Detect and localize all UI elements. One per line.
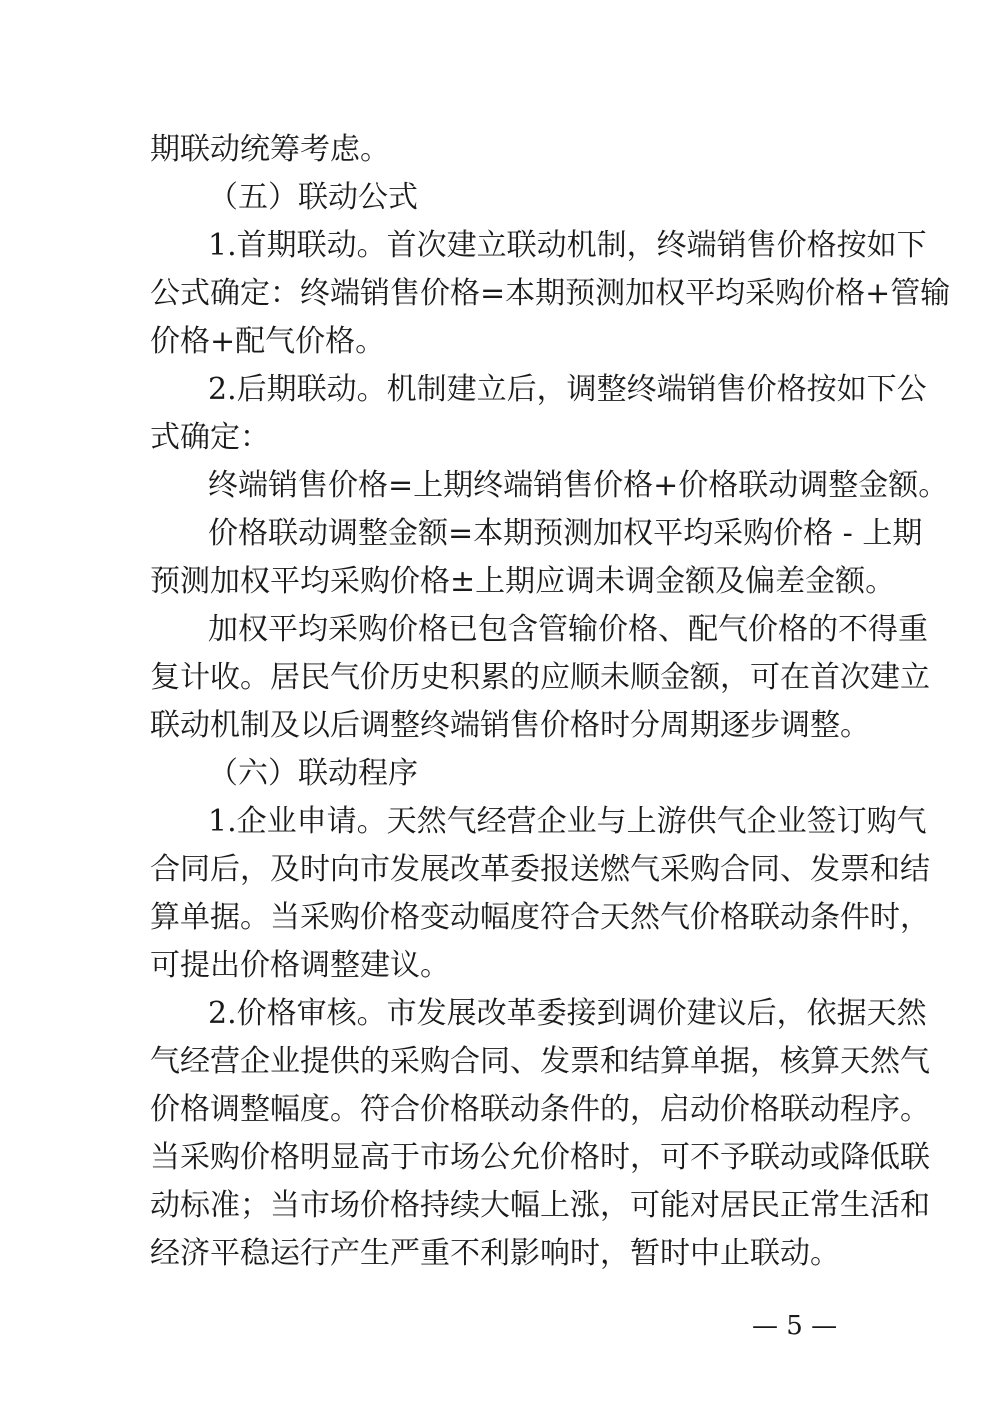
section-heading: （五）联动公式 [208, 180, 418, 215]
page-number: — 5 — [752, 1311, 838, 1341]
text-line: 合同后，及时向市发展改革委报送燃气采购合同、发票和结 [150, 852, 930, 887]
text-line: 2.后期联动。机制建立后，调整终端销售价格按如下公 [208, 372, 927, 407]
text-line: 当采购价格明显高于市场公允价格时，可不予联动或降低联 [150, 1140, 930, 1175]
text-line: 1.企业申请。天然气经营企业与上游供气企业签订购气 [208, 804, 927, 839]
text-line: 1.首期联动。首次建立联动机制，终端销售价格按如下 [208, 228, 927, 263]
text-line: 联动机制及以后调整终端销售价格时分周期逐步调整。 [150, 708, 870, 743]
text-line: 复计收。居民气价历史积累的应顺未顺金额，可在首次建立 [150, 660, 930, 695]
text-line: 算单据。当采购价格变动幅度符合天然气价格联动条件时， [150, 900, 930, 935]
text-line: 气经营企业提供的采购合同、发票和结算单据，核算天然气 [150, 1044, 930, 1079]
text-line: 价格调整幅度。符合价格联动条件的，启动价格联动程序。 [150, 1092, 930, 1127]
section-heading: （六）联动程序 [208, 756, 418, 791]
text-line: 价格+配气价格。 [150, 324, 386, 359]
formula-line: 预测加权平均采购价格±上期应调未调金额及偏差金额。 [150, 564, 896, 599]
text-line: 期联动统筹考虑。 [150, 132, 390, 167]
text-line: 加权平均采购价格已包含管输价格、配气价格的不得重 [208, 612, 928, 647]
formula-line: 终端销售价格=上期终端销售价格+价格联动调整金额。 [208, 468, 949, 503]
text-line: 2.价格审核。市发展改革委接到调价建议后，依据天然 [208, 996, 927, 1031]
formula-line: 价格联动调整金额=本期预测加权平均采购价格 - 上期 [208, 516, 923, 551]
text-line: 动标准；当市场价格持续大幅上涨，可能对居民正常生活和 [150, 1188, 930, 1223]
text-line: 可提出价格调整建议。 [150, 948, 450, 983]
text-line: 公式确定：终端销售价格=本期预测加权平均采购价格+管输 [150, 276, 951, 311]
text-line: 经济平稳运行产生严重不利影响时，暂时中止联动。 [150, 1236, 840, 1271]
text-line: 式确定： [150, 420, 270, 455]
